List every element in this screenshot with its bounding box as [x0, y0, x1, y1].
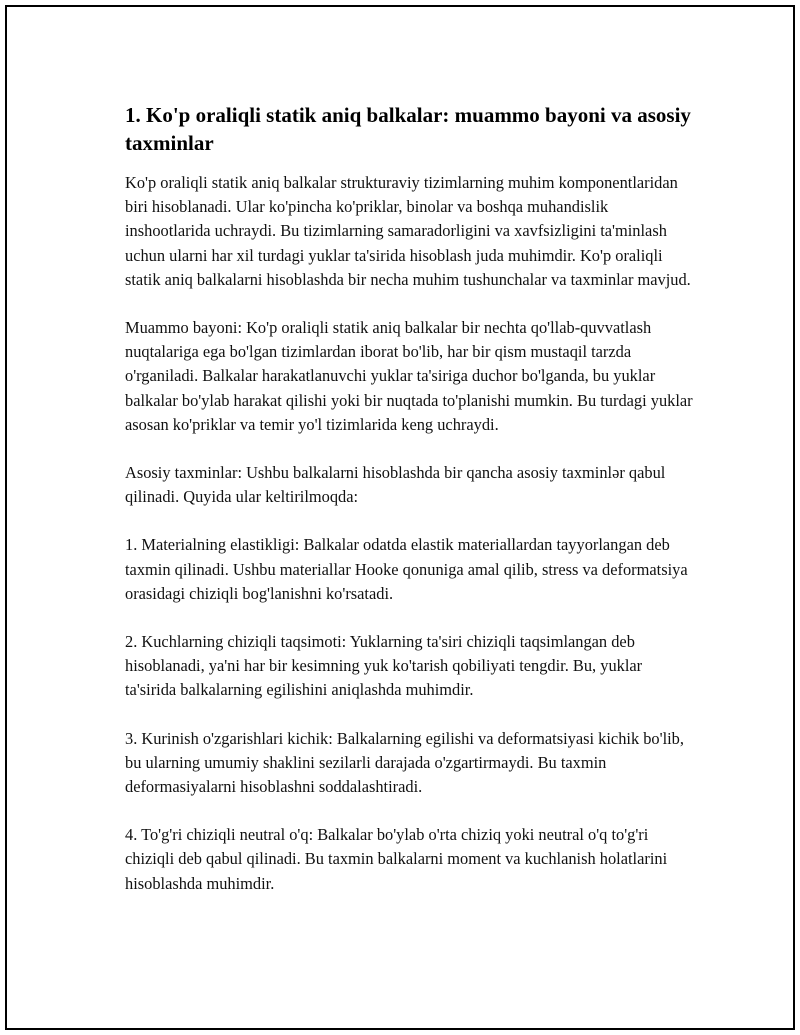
document-body: [125, 101, 697, 920]
paragraph-assumption-4: 4. To'g'ri chiziqli neutral o'q: Balkalar bo'ylab o'rta chiziq yoki neutral o'q to'g'ri chiziqli deb qabul qilinadi. Bu taxmin balkalarni moment va kuchlanish holatlarini hisoblashda muhimdir.: [125, 825, 668, 893]
paragraph-assumptions-intro: Asosiy taxminlar: Ushbu balkalarni hisoblashda bir qancha asosiy taxminlər qabul qilinadi. Quyida ular keltirilmoqda:: [125, 463, 666, 507]
paragraph-problem-statement: Muammo bayoni: Ko'p oraliqli statik aniq balkalar bir nechta qo'llab-quvvatlash nuqtalariga ega bo'lgan tizimlardan iborat bo'lib, har bir qism mustaqil tarzda o'rganiladi. Balkalar harakatlanuvchi yuklar ta'siriga duchor bo'lganda, bu yuklar balkalar bo'ylab harakat qilishi yoki bir nuqtada to'planishi mumkin. Bu turdagi yuklar asosan ko'priklar va temir yo'l tizimlarida keng uchraydi.: [125, 318, 693, 434]
page-frame: [5, 5, 795, 1030]
section-heading: 1. Ko'p oraliqli statik aniq balkalar: muammo bayoni va asosiy taxminlar: [125, 103, 691, 155]
paragraph-assumption-1: 1. Materialning elastikligi: Balkalar odatda elastik materiallardan tayyorlangan deb taxmin qilinadi. Ushbu materiallar Hooke qonuniga amal qilib, stress va deformatsiya orasidagi chiziqli bog'lanishni ko'rsatadi.: [125, 535, 688, 603]
paragraph-assumption-3: 3. Kurinish o'zgarishlari kichik: Balkalarning egilishi va deformatsiyasi kichik bo'lib, bu ularning umumiy shaklini sezilarli darajada o'zgartirmaydi. Bu taxmin deformasiyalarni hisoblashni soddalashtiradi.: [125, 728, 684, 797]
paragraph-intro: Ko'p oraliqli statik aniq balkalar strukturaviy tizimlarning muhim komponentlaridan biri hisoblanadi. Ular ko'pincha ko'priklar, binolar va boshqa muhandislik inshootlarida uchraydi. Bu tizimlarning samaradorligini va xavfsizligini ta'minlash uchun ularni har xil turdagi yuklar ta'sirida hisoblash juda muhimdir. Ko'p oraliqli statik aniq balkalarni hisoblashda bir necha muhim tushunchalar va taxminlar mavjud.: [125, 173, 691, 289]
paragraph-assumption-2: 2. Kuchlarning chiziqli taqsimoti: Yuklarning ta'siri chiziqli taqsimlangan deb hisoblanadi, ya'ni har bir kesimning yuk ko'tarish qobiliyati tengdir. Bu, yuklar ta'sirida balkalarning egilishini aniqlashda muhimdir.: [125, 632, 643, 700]
